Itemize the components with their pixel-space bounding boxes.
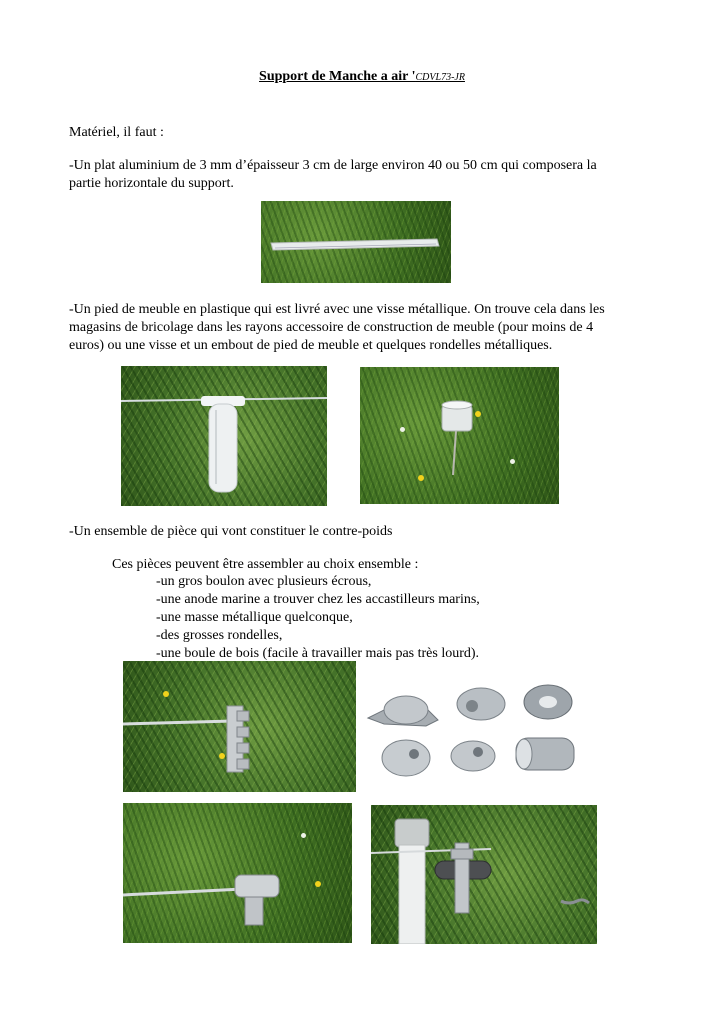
paragraph-line: euros) ou une visse et un embout de pied de meuble et quelques rondelles métalliques. <box>69 338 553 353</box>
assembly-intro: Ces pièces peuvent être assembler au choix ensemble : <box>112 557 419 572</box>
paragraph-line: partie horizontale du support. <box>69 176 234 191</box>
paragraph-line: -Un plat aluminium de 3 mm d’épaisseur 3 cm de large environ 40 ou 50 cm qui composera la <box>69 158 597 173</box>
photo-aluminium-bar <box>261 201 451 283</box>
list-item: -une anode marine a trouver chez les accastilleurs marins, <box>156 592 480 607</box>
photo-boulon-ecrous <box>123 661 356 792</box>
photo-pied-meuble-bar <box>121 366 327 506</box>
paragraph-pied-meuble <box>69 301 605 355</box>
photo-anodes-marines <box>366 680 581 784</box>
paragraph-contre-poids: -Un ensemble de pièce qui vont constituer le contre-poids <box>69 524 393 539</box>
title-main: Support de Manche a air ' <box>259 69 416 84</box>
paragraph-aluminium <box>69 157 597 193</box>
list-item: -une boule de bois (facile à travailler mais pas très lourd). <box>156 646 480 661</box>
page-title <box>0 69 724 85</box>
paragraph-line: magasins de bricolage dans les rayons accessoire de construction de meuble (pour moins de 4 <box>69 320 594 335</box>
photo-pied-meuble-visse <box>360 367 559 504</box>
pieces-list <box>156 573 480 663</box>
intro-text: Matériel, il faut : <box>69 125 164 140</box>
photo-support-contre-poids <box>371 805 597 944</box>
list-item: -des grosses rondelles, <box>156 628 283 643</box>
photo-barre-ecrous <box>123 803 352 943</box>
list-item: -une masse métallique quelconque, <box>156 610 353 625</box>
title-tag: CDVL73-JR <box>415 72 465 83</box>
paragraph-line: -Un pied de meuble en plastique qui est livré avec une visse métallique. On trouve cela dans les <box>69 302 605 317</box>
list-item: -un gros boulon avec plusieurs écrous, <box>156 574 372 589</box>
